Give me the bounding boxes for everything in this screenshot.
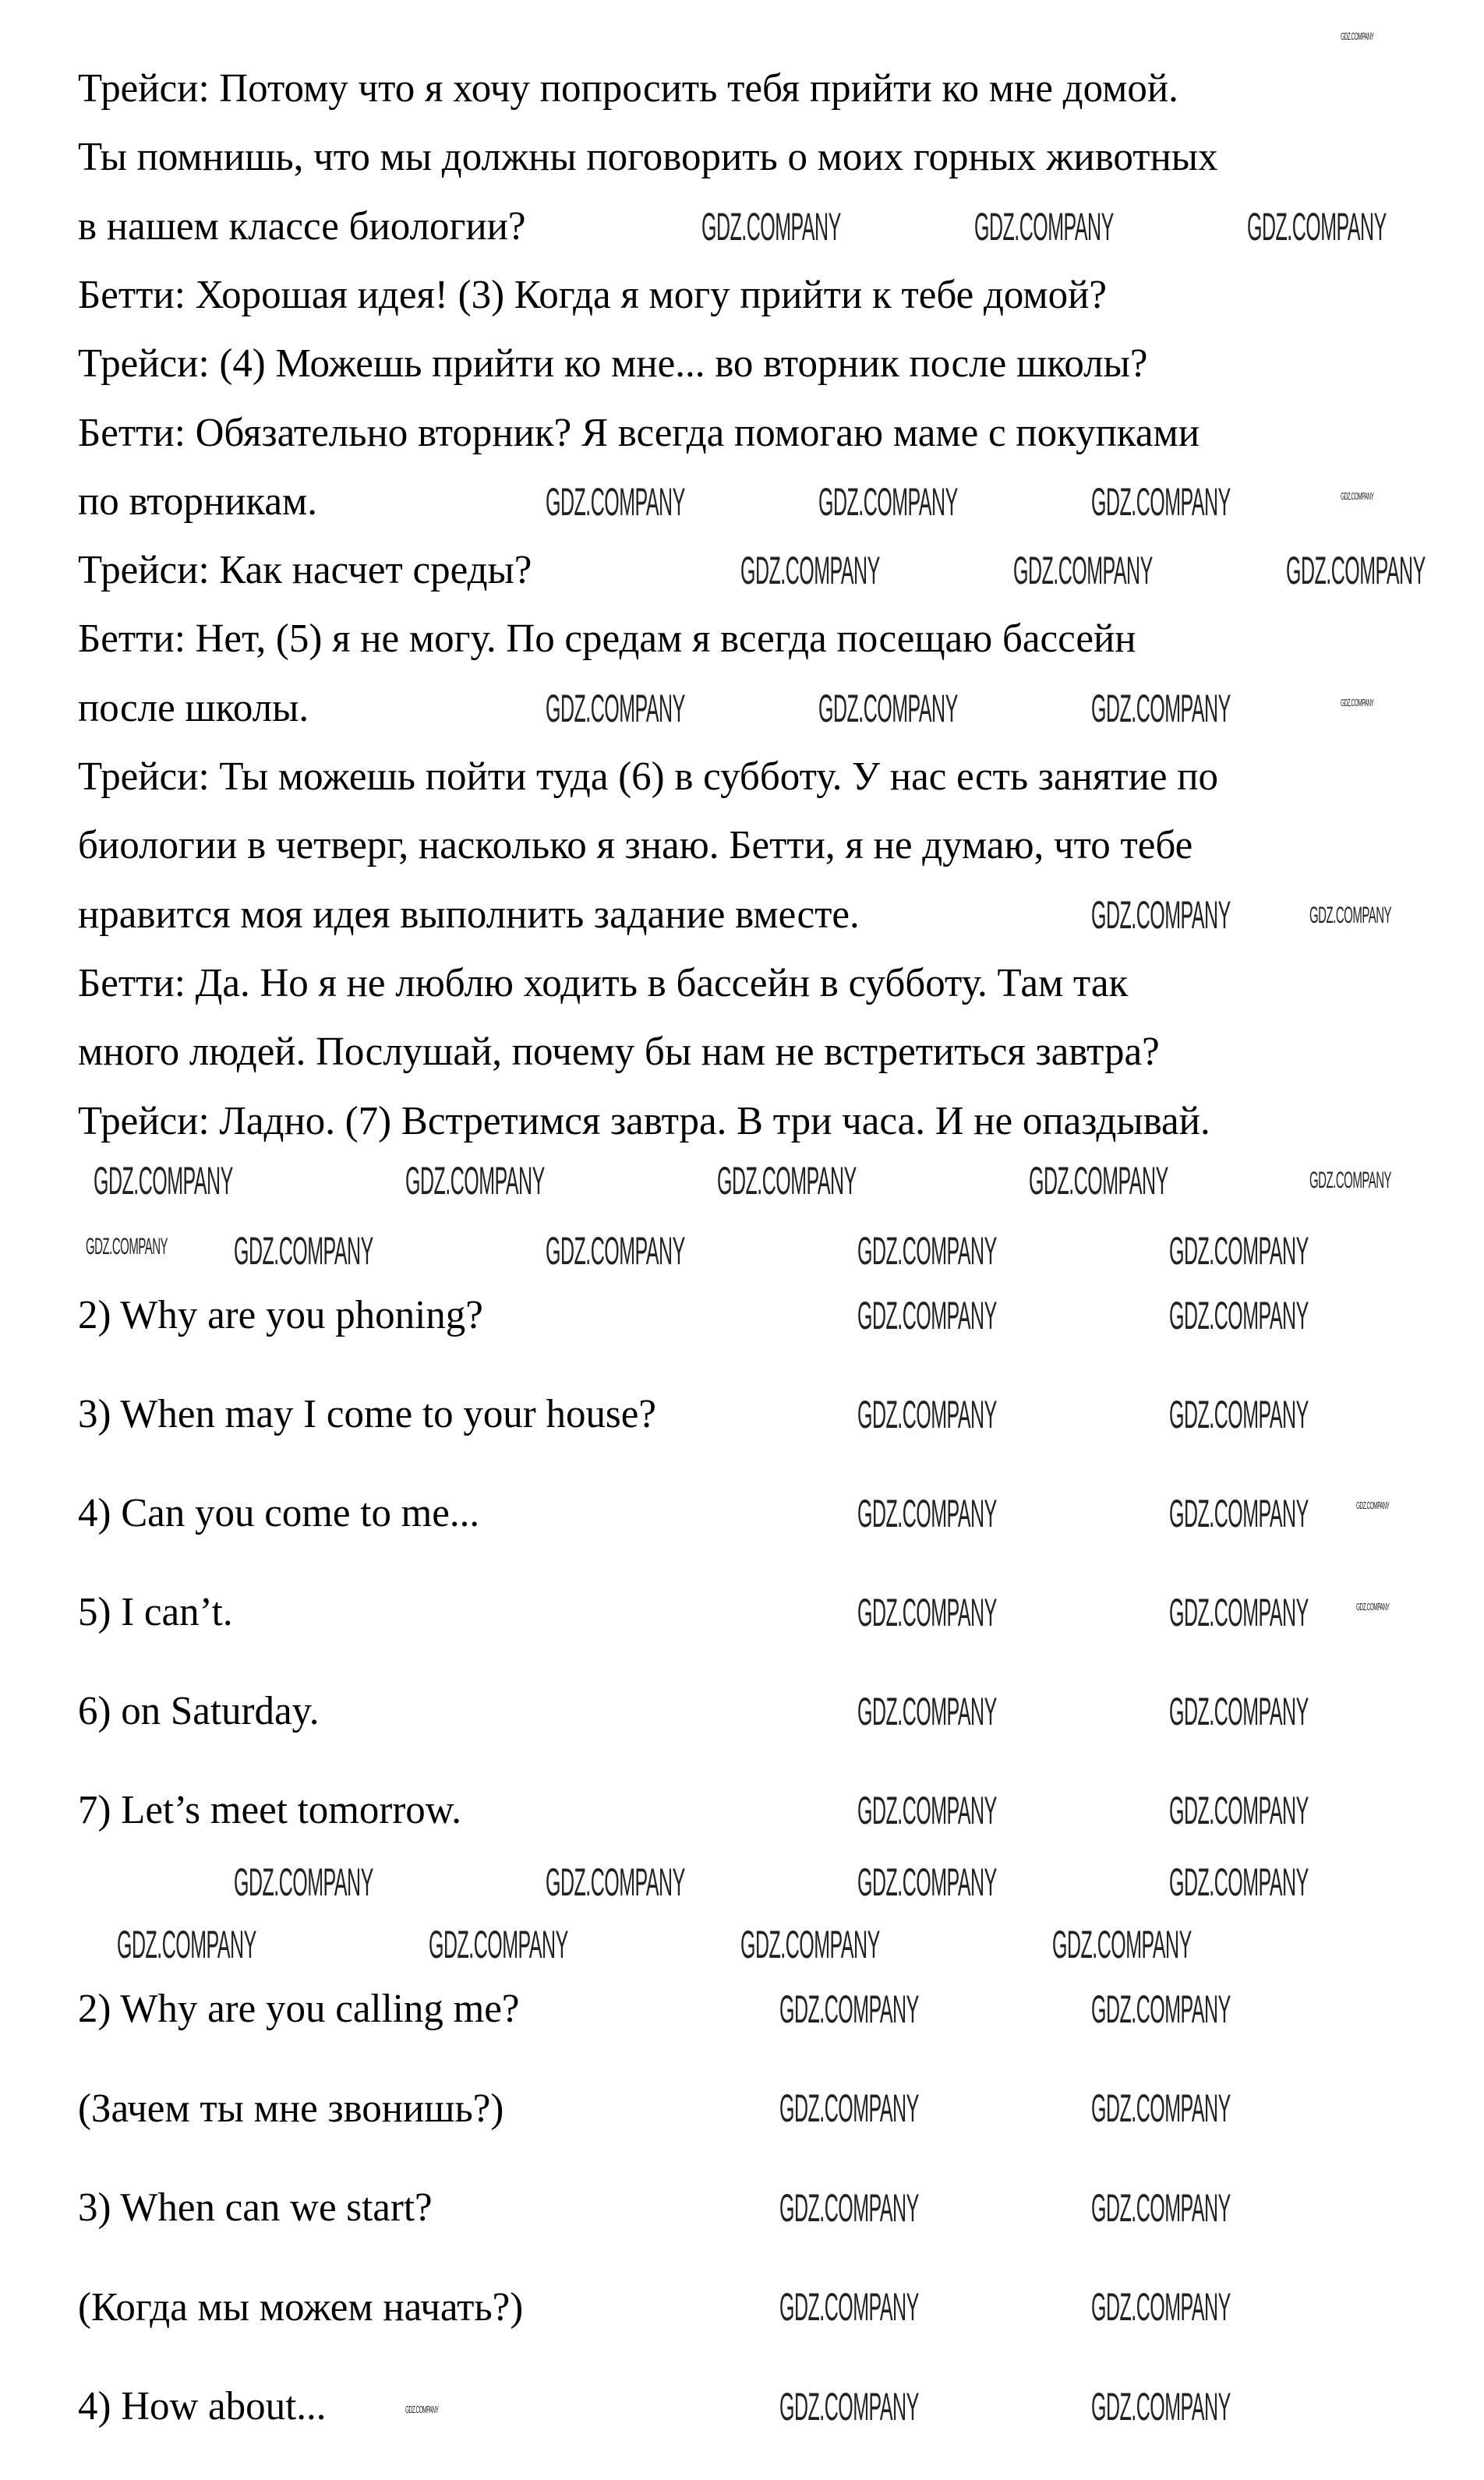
watermark: GDZ.COMPANY: [234, 1860, 373, 1904]
watermark: GDZ.COMPANY: [857, 1591, 997, 1634]
dialogue-line: Бетти: Да. Но я не люблю ходить в бассейн в субботу. Там так: [78, 961, 1129, 1005]
alternative-line: 4) How about...: [78, 2384, 327, 2429]
watermark: GDZ.COMPANY: [1169, 1393, 1309, 1436]
dialogue-line: нравится моя идея выполнить задание вместе.: [78, 892, 860, 937]
alternative-line: 2) Why are you calling me?: [78, 1987, 520, 2031]
dialogue-line: Бетти: Хорошая идея! (3) Когда я могу прийти к тебе домой?: [78, 273, 1108, 317]
watermark: GDZ.COMPANY: [1356, 1500, 1390, 1511]
watermark: GDZ.COMPANY: [1091, 893, 1231, 937]
watermark: GDZ.COMPANY: [1169, 1690, 1309, 1733]
watermark: GDZ.COMPANY: [779, 2086, 919, 2130]
watermark: GDZ.COMPANY: [857, 1690, 997, 1733]
watermark: GDZ.COMPANY: [1169, 1789, 1309, 1832]
watermark: GDZ.COMPANY: [117, 1923, 256, 1966]
watermark: GDZ.COMPANY: [429, 1923, 568, 1966]
watermark: GDZ.COMPANY: [857, 1860, 997, 1904]
watermark: GDZ.COMPANY: [857, 1294, 997, 1337]
watermark: GDZ.COMPANY: [740, 549, 880, 592]
watermark: GDZ.COMPANY: [779, 2385, 919, 2429]
watermark: GDZ.COMPANY: [1091, 2086, 1231, 2130]
watermark: GDZ.COMPANY: [1169, 1591, 1309, 1634]
watermark: GDZ.COMPANY: [1286, 549, 1426, 592]
watermark: GDZ.COMPANY: [1091, 2385, 1231, 2429]
watermark: GDZ.COMPANY: [1091, 480, 1231, 524]
watermark: GDZ.COMPANY: [546, 1229, 685, 1273]
answer-line: 5) I can’t.: [78, 1590, 233, 1634]
watermark: GDZ.COMPANY: [1309, 903, 1392, 928]
answer-line: 7) Let’s meet tomorrow.: [78, 1788, 462, 1832]
watermark: GDZ.COMPANY: [1341, 697, 1374, 708]
watermark: GDZ.COMPANY: [546, 480, 685, 524]
dialogue-line: Ты помнишь, что мы должны поговорить о моих горных животных: [78, 135, 1218, 179]
watermark: GDZ.COMPANY: [857, 1229, 997, 1273]
watermark: GDZ.COMPANY: [1013, 549, 1153, 592]
answer-line: 6) on Saturday.: [78, 1689, 320, 1733]
watermark: GDZ.COMPANY: [546, 687, 685, 730]
alternative-line: (Зачем ты мне звонишь?): [78, 2086, 504, 2131]
watermark: GDZ.COMPANY: [1356, 1601, 1390, 1613]
answer-line: 3) When may I come to your house?: [78, 1392, 657, 1436]
watermark: GDZ.COMPANY: [857, 1393, 997, 1436]
watermark: GDZ.COMPANY: [1091, 2285, 1231, 2329]
watermark: GDZ.COMPANY: [86, 1234, 168, 1259]
watermark: GDZ.COMPANY: [857, 1789, 997, 1832]
watermark: GDZ.COMPANY: [779, 2285, 919, 2329]
watermark: GDZ.COMPANY: [974, 205, 1114, 249]
dialogue-line: Трейси: Ты можешь пойти туда (6) в субботу. У нас есть занятие по: [78, 754, 1218, 799]
dialogue-line: Трейси: Как насчет среды?: [78, 548, 532, 592]
watermark: GDZ.COMPANY: [94, 1159, 233, 1203]
watermark: GDZ.COMPANY: [1341, 490, 1374, 502]
watermark: GDZ.COMPANY: [1091, 687, 1231, 730]
watermark: GDZ.COMPANY: [717, 1159, 857, 1203]
watermark: GDZ.COMPANY: [1091, 2186, 1231, 2230]
dialogue-line: Трейси: Ладно. (7) Встретимся завтра. В три часа. И не опаздывай.: [78, 1099, 1210, 1143]
dialogue-line: Трейси: Потому что я хочу попросить тебя прийти ко мне домой.: [78, 66, 1178, 111]
watermark: GDZ.COMPANY: [701, 205, 841, 249]
watermark: GDZ.COMPANY: [818, 687, 958, 730]
watermark: GDZ.COMPANY: [1169, 1229, 1309, 1273]
dialogue-line: много людей. Послушай, почему бы нам не встретиться завтра?: [78, 1030, 1160, 1074]
watermark: GDZ.COMPANY: [857, 1492, 997, 1535]
watermark: GDZ.COMPANY: [779, 1987, 919, 2031]
watermark: GDZ.COMPANY: [818, 480, 958, 524]
dialogue-line: по вторникам.: [78, 479, 317, 524]
watermark: GDZ.COMPANY: [405, 2404, 439, 2415]
answer-line: 4) Can you come to me...: [78, 1491, 480, 1535]
dialogue-line: после школы.: [78, 686, 309, 730]
dialogue-line: Бетти: Обязательно вторник? Я всегда помогаю маме с покупками: [78, 411, 1200, 455]
watermark: GDZ.COMPANY: [1341, 30, 1374, 42]
watermark: GDZ.COMPANY: [779, 2186, 919, 2230]
watermark: GDZ.COMPANY: [740, 1923, 880, 1966]
dialogue-line: биологии в четверг, насколько я знаю. Бетти, я не думаю, что тебе: [78, 823, 1193, 867]
watermark: GDZ.COMPANY: [1247, 205, 1387, 249]
watermark: GDZ.COMPANY: [1169, 1860, 1309, 1904]
watermark: GDZ.COMPANY: [1052, 1923, 1192, 1966]
watermark: GDZ.COMPANY: [1029, 1159, 1168, 1203]
alternative-line: 3) When can we start?: [78, 2185, 433, 2230]
watermark: GDZ.COMPANY: [546, 1860, 685, 1904]
alternative-line: (Когда мы можем начать?): [78, 2285, 524, 2330]
watermark: GDZ.COMPANY: [1169, 1294, 1309, 1337]
watermark: GDZ.COMPANY: [1309, 1168, 1392, 1193]
watermark: GDZ.COMPANY: [234, 1229, 373, 1273]
dialogue-line: в нашем классе биологии?: [78, 204, 526, 249]
dialogue-line: Трейси: (4) Можешь прийти ко мне... во вторник после школы?: [78, 341, 1148, 386]
watermark: GDZ.COMPANY: [405, 1159, 545, 1203]
dialogue-line: Бетти: Нет, (5) я не могу. По средам я всегда посещаю бассейн: [78, 616, 1136, 661]
watermark: GDZ.COMPANY: [1169, 1492, 1309, 1535]
answer-line: 2) Why are you phoning?: [78, 1293, 483, 1337]
watermark: GDZ.COMPANY: [1091, 1987, 1231, 2031]
